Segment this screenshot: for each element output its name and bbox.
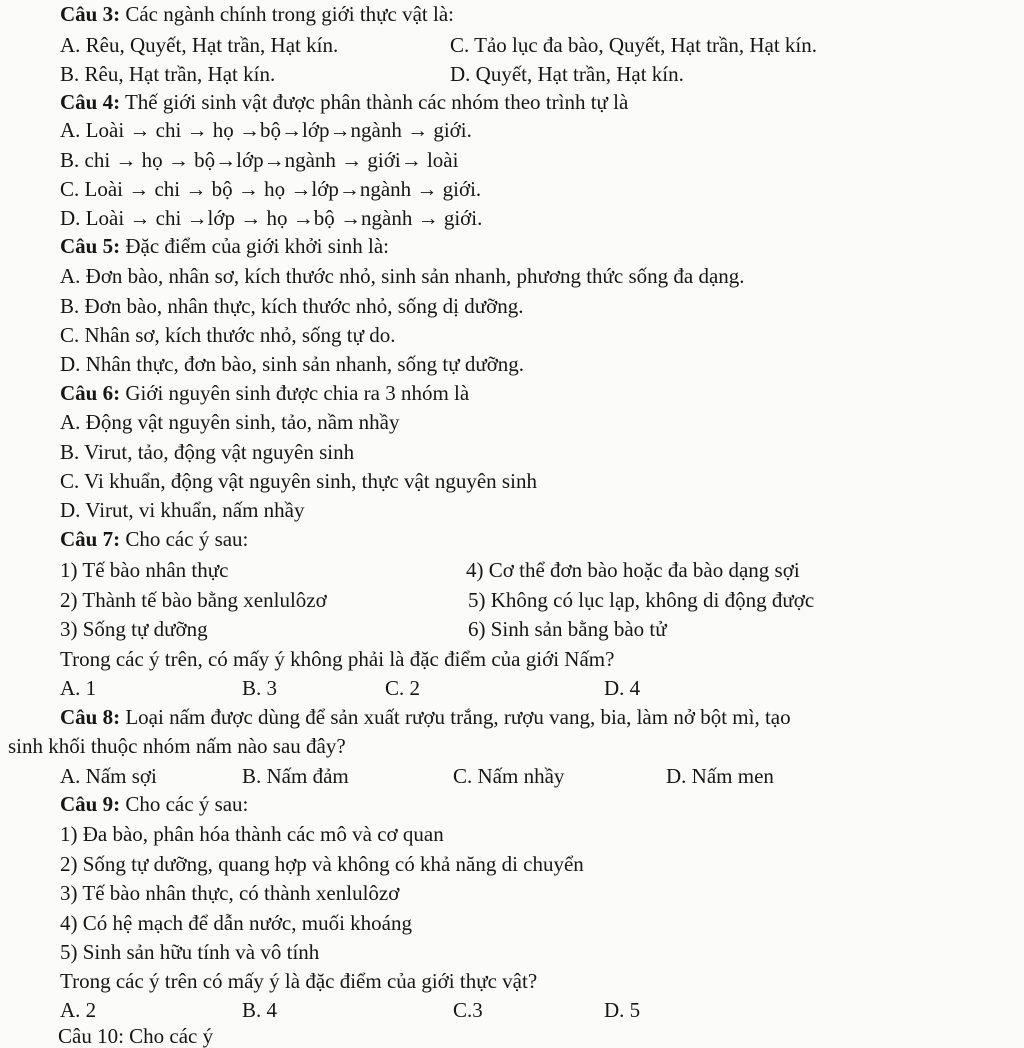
statement-4: 4) Có hệ mạch để dẫn nước, muối khoáng	[60, 911, 412, 935]
question-3	[60, 2, 454, 26]
option-c: C. Tảo lục đa bào, Quyết, Hạt trần, Hạt kín.	[450, 33, 818, 57]
question-label: Câu 7:	[60, 527, 121, 551]
question-text: Giới nguyên sinh được chia ra 3 nhóm là	[120, 381, 470, 405]
option-d: D. 4	[604, 676, 641, 700]
option-d: D. Quyết, Hạt trần, Hạt kín.	[450, 62, 684, 86]
question-6	[60, 381, 469, 405]
question-text: Cho các ý sau:	[120, 792, 249, 816]
option-c: C. Nhân sơ, kích thước nhỏ, sống tự do.	[60, 323, 396, 347]
question-8	[60, 705, 791, 729]
question-text-continued: sinh khối thuộc nhóm nấm nào sau đây?	[8, 734, 346, 758]
question-10-cut-off: Câu 10: Cho các ý	[58, 1024, 214, 1048]
question-text: Thế giới sinh vật được phân thành các nhóm theo trình tự là	[120, 90, 629, 114]
option-b: B. Nấm đảm	[242, 764, 349, 788]
option-d: D. 5	[604, 998, 641, 1022]
question-5	[60, 234, 389, 258]
option-a: A. Rêu, Quyết, Hạt trần, Hạt kín.	[60, 33, 339, 57]
option-b: B. Đơn bào, nhân thực, kích thước nhỏ, sống dị dưỡng.	[60, 294, 524, 318]
statement-5: 5) Sinh sản hữu tính và vô tính	[60, 940, 320, 964]
question-prompt: Trong các ý trên có mấy ý là đặc điểm của giới thực vật?	[60, 969, 538, 993]
option-d: D. Virut, vi khuẩn, nấm nhầy	[60, 498, 305, 522]
option-a: A. Nấm sợi	[60, 764, 157, 788]
option-c: C. Loài → chi → bộ → họ →lớp→ngành → giới.	[60, 177, 482, 201]
option-d: D. Nấm men	[666, 764, 774, 788]
statement-2: 2) Thành tế bào bằng xenlulôzơ	[60, 588, 327, 612]
statement-4: 4) Cơ thể đơn bào hoặc đa bào dạng sợi	[466, 558, 800, 582]
statement-5: 5) Không có lục lạp, không di động được	[468, 588, 815, 612]
option-b: B. Rêu, Hạt trần, Hạt kín.	[60, 62, 276, 86]
question-4	[60, 90, 628, 114]
question-label: Câu 6:	[60, 381, 121, 405]
option-a: A. Đơn bào, nhân sơ, kích thước nhỏ, sinh sản nhanh, phương thức sống đa dạng.	[60, 264, 745, 288]
question-prompt: Trong các ý trên, có mấy ý không phải là đặc điểm của giới Nấm?	[60, 647, 615, 671]
statement-1: 1) Tế bào nhân thực	[60, 558, 229, 582]
question-label: Câu 3:	[60, 2, 121, 26]
option-a: A. Động vật nguyên sinh, tảo, nầm nhầy	[60, 410, 400, 434]
question-text: Cho các ý sau:	[120, 527, 249, 551]
option-d: D. Loài → chi →lớp → họ →bộ →ngành → giới.	[60, 206, 483, 230]
option-b: B. Virut, tảo, động vật nguyên sinh	[60, 440, 355, 464]
question-label: Câu 9:	[60, 792, 121, 816]
option-c: C. Vi khuẩn, động vật nguyên sinh, thực vật nguyên sinh	[60, 469, 537, 493]
question-label: Câu 8:	[60, 705, 121, 729]
statement-3: 3) Sống tự dưỡng	[60, 617, 208, 641]
statement-1: 1) Đa bào, phân hóa thành các mô và cơ quan	[60, 822, 444, 846]
option-b: B. chi → họ → bộ→lớp→ngành → giới→ loài	[60, 148, 459, 172]
option-a: A. Loài → chi → họ →bộ→lớp→ngành → giới.	[60, 118, 472, 142]
option-c: C. Nấm nhầy	[453, 764, 565, 788]
question-label: Câu 5:	[60, 234, 121, 258]
question-label: Câu 4:	[60, 90, 121, 114]
question-text: Các ngành chính trong giới thực vật là:	[120, 2, 455, 26]
option-b: B. 4	[242, 998, 278, 1022]
question-text: Đặc điểm của giới khởi sinh là:	[120, 234, 389, 258]
statement-2: 2) Sống tự dưỡng, quang hợp và không có khả năng di chuyển	[60, 852, 584, 876]
statement-6: 6) Sinh sản bằng bào tử	[468, 617, 667, 641]
question-text: Loại nấm được dùng để sản xuất rượu trắng, rượu vang, bia, làm nở bột mì, tạo	[120, 705, 791, 729]
option-a: A. 2	[60, 998, 97, 1022]
statement-3: 3) Tế bào nhân thực, có thành xenlulôzơ	[60, 881, 400, 905]
option-b: B. 3	[242, 676, 278, 700]
question-9	[60, 792, 248, 816]
option-d: D. Nhân thực, đơn bào, sinh sản nhanh, sống tự dưỡng.	[60, 352, 525, 376]
option-a: A. 1	[60, 676, 97, 700]
option-c: C. 2	[385, 676, 421, 700]
question-7	[60, 527, 248, 551]
option-c: C.3	[453, 998, 483, 1022]
